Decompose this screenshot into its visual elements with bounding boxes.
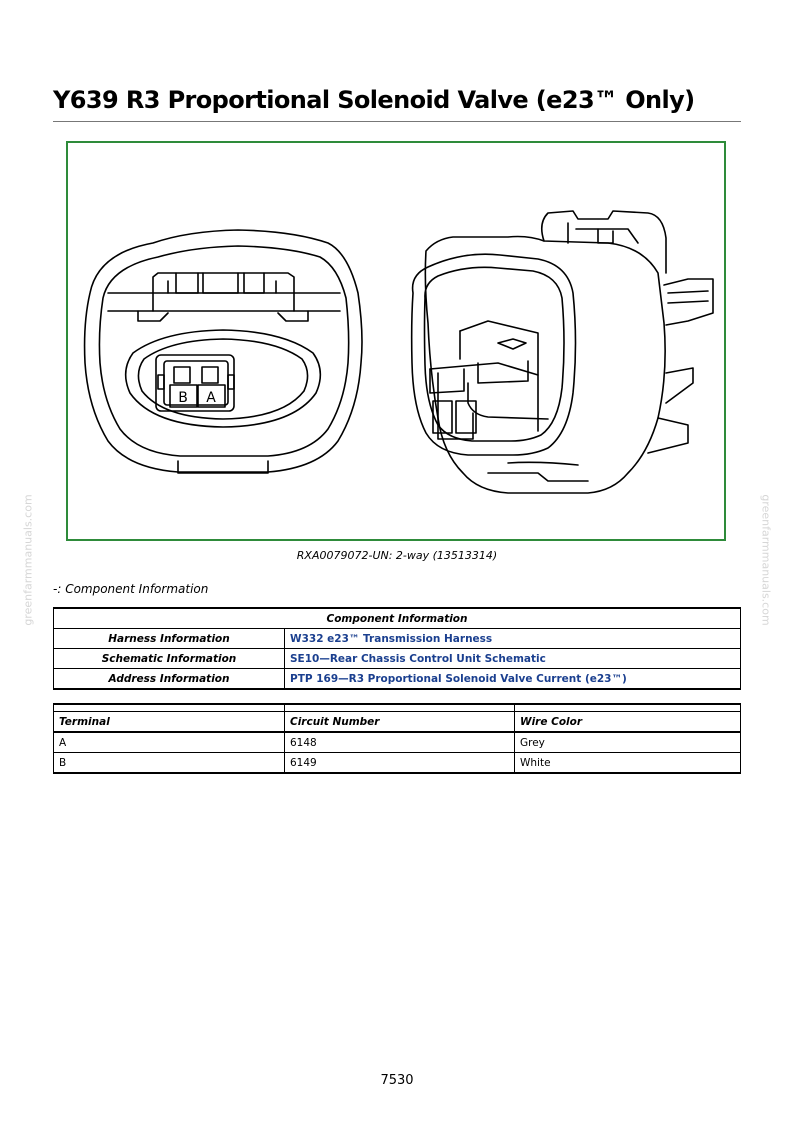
- terminal-table-header: [54, 712, 741, 733]
- table-row: [54, 669, 741, 690]
- wire-color-cell: Grey: [515, 732, 741, 753]
- pin-label-a: A: [206, 390, 216, 406]
- section-heading: -: Component Information: [53, 582, 209, 596]
- wire-color-column-header: Wire Color: [515, 712, 741, 733]
- connector-drawing: [68, 143, 724, 539]
- wire-color-cell: White: [515, 753, 741, 774]
- pin-label-b: B: [178, 390, 188, 406]
- circuit-number-cell: 6149: [285, 753, 515, 774]
- circuit-number-cell: 6148: [285, 732, 515, 753]
- terminal-cell: B: [54, 753, 285, 774]
- component-table-header: Component Information: [54, 608, 741, 629]
- table-row: [54, 732, 741, 753]
- connector-face-view: [85, 230, 362, 473]
- title-divider: [53, 121, 741, 122]
- address-information-link[interactable]: PTP 169—R3 Proportional Solenoid Valve Current (e23™): [285, 669, 741, 690]
- address-information-label: Address Information: [54, 669, 285, 690]
- terminal-table: [53, 703, 741, 774]
- page-number: 7530: [380, 1073, 414, 1088]
- terminal-column-header: Terminal: [54, 712, 285, 733]
- circuit-number-column-header: Circuit Number: [285, 712, 515, 733]
- page-title: Y639 R3 Proportional Solenoid Valve (e23™ Only): [53, 86, 695, 114]
- table-row: [54, 649, 741, 669]
- table-spacer-row: [54, 704, 741, 712]
- harness-information-label: Harness Information: [54, 629, 285, 649]
- terminal-cell: A: [54, 732, 285, 753]
- schematic-information-label: Schematic Information: [54, 649, 285, 669]
- table-row: [54, 753, 741, 774]
- watermark-right: greenfarmmanuals.com: [759, 494, 773, 626]
- table-row: [54, 629, 741, 649]
- connector-isometric-view: [412, 211, 713, 493]
- figure-caption: RXA0079072-UN: 2-way (13513314): [296, 549, 498, 562]
- component-information-table: [53, 607, 741, 690]
- watermark-left: greenfarmmanuals.com: [21, 494, 35, 626]
- harness-information-link[interactable]: W332 e23™ Transmission Harness: [285, 629, 741, 649]
- schematic-information-link[interactable]: SE10—Rear Chassis Control Unit Schematic: [285, 649, 741, 669]
- connector-illustration: [66, 141, 726, 541]
